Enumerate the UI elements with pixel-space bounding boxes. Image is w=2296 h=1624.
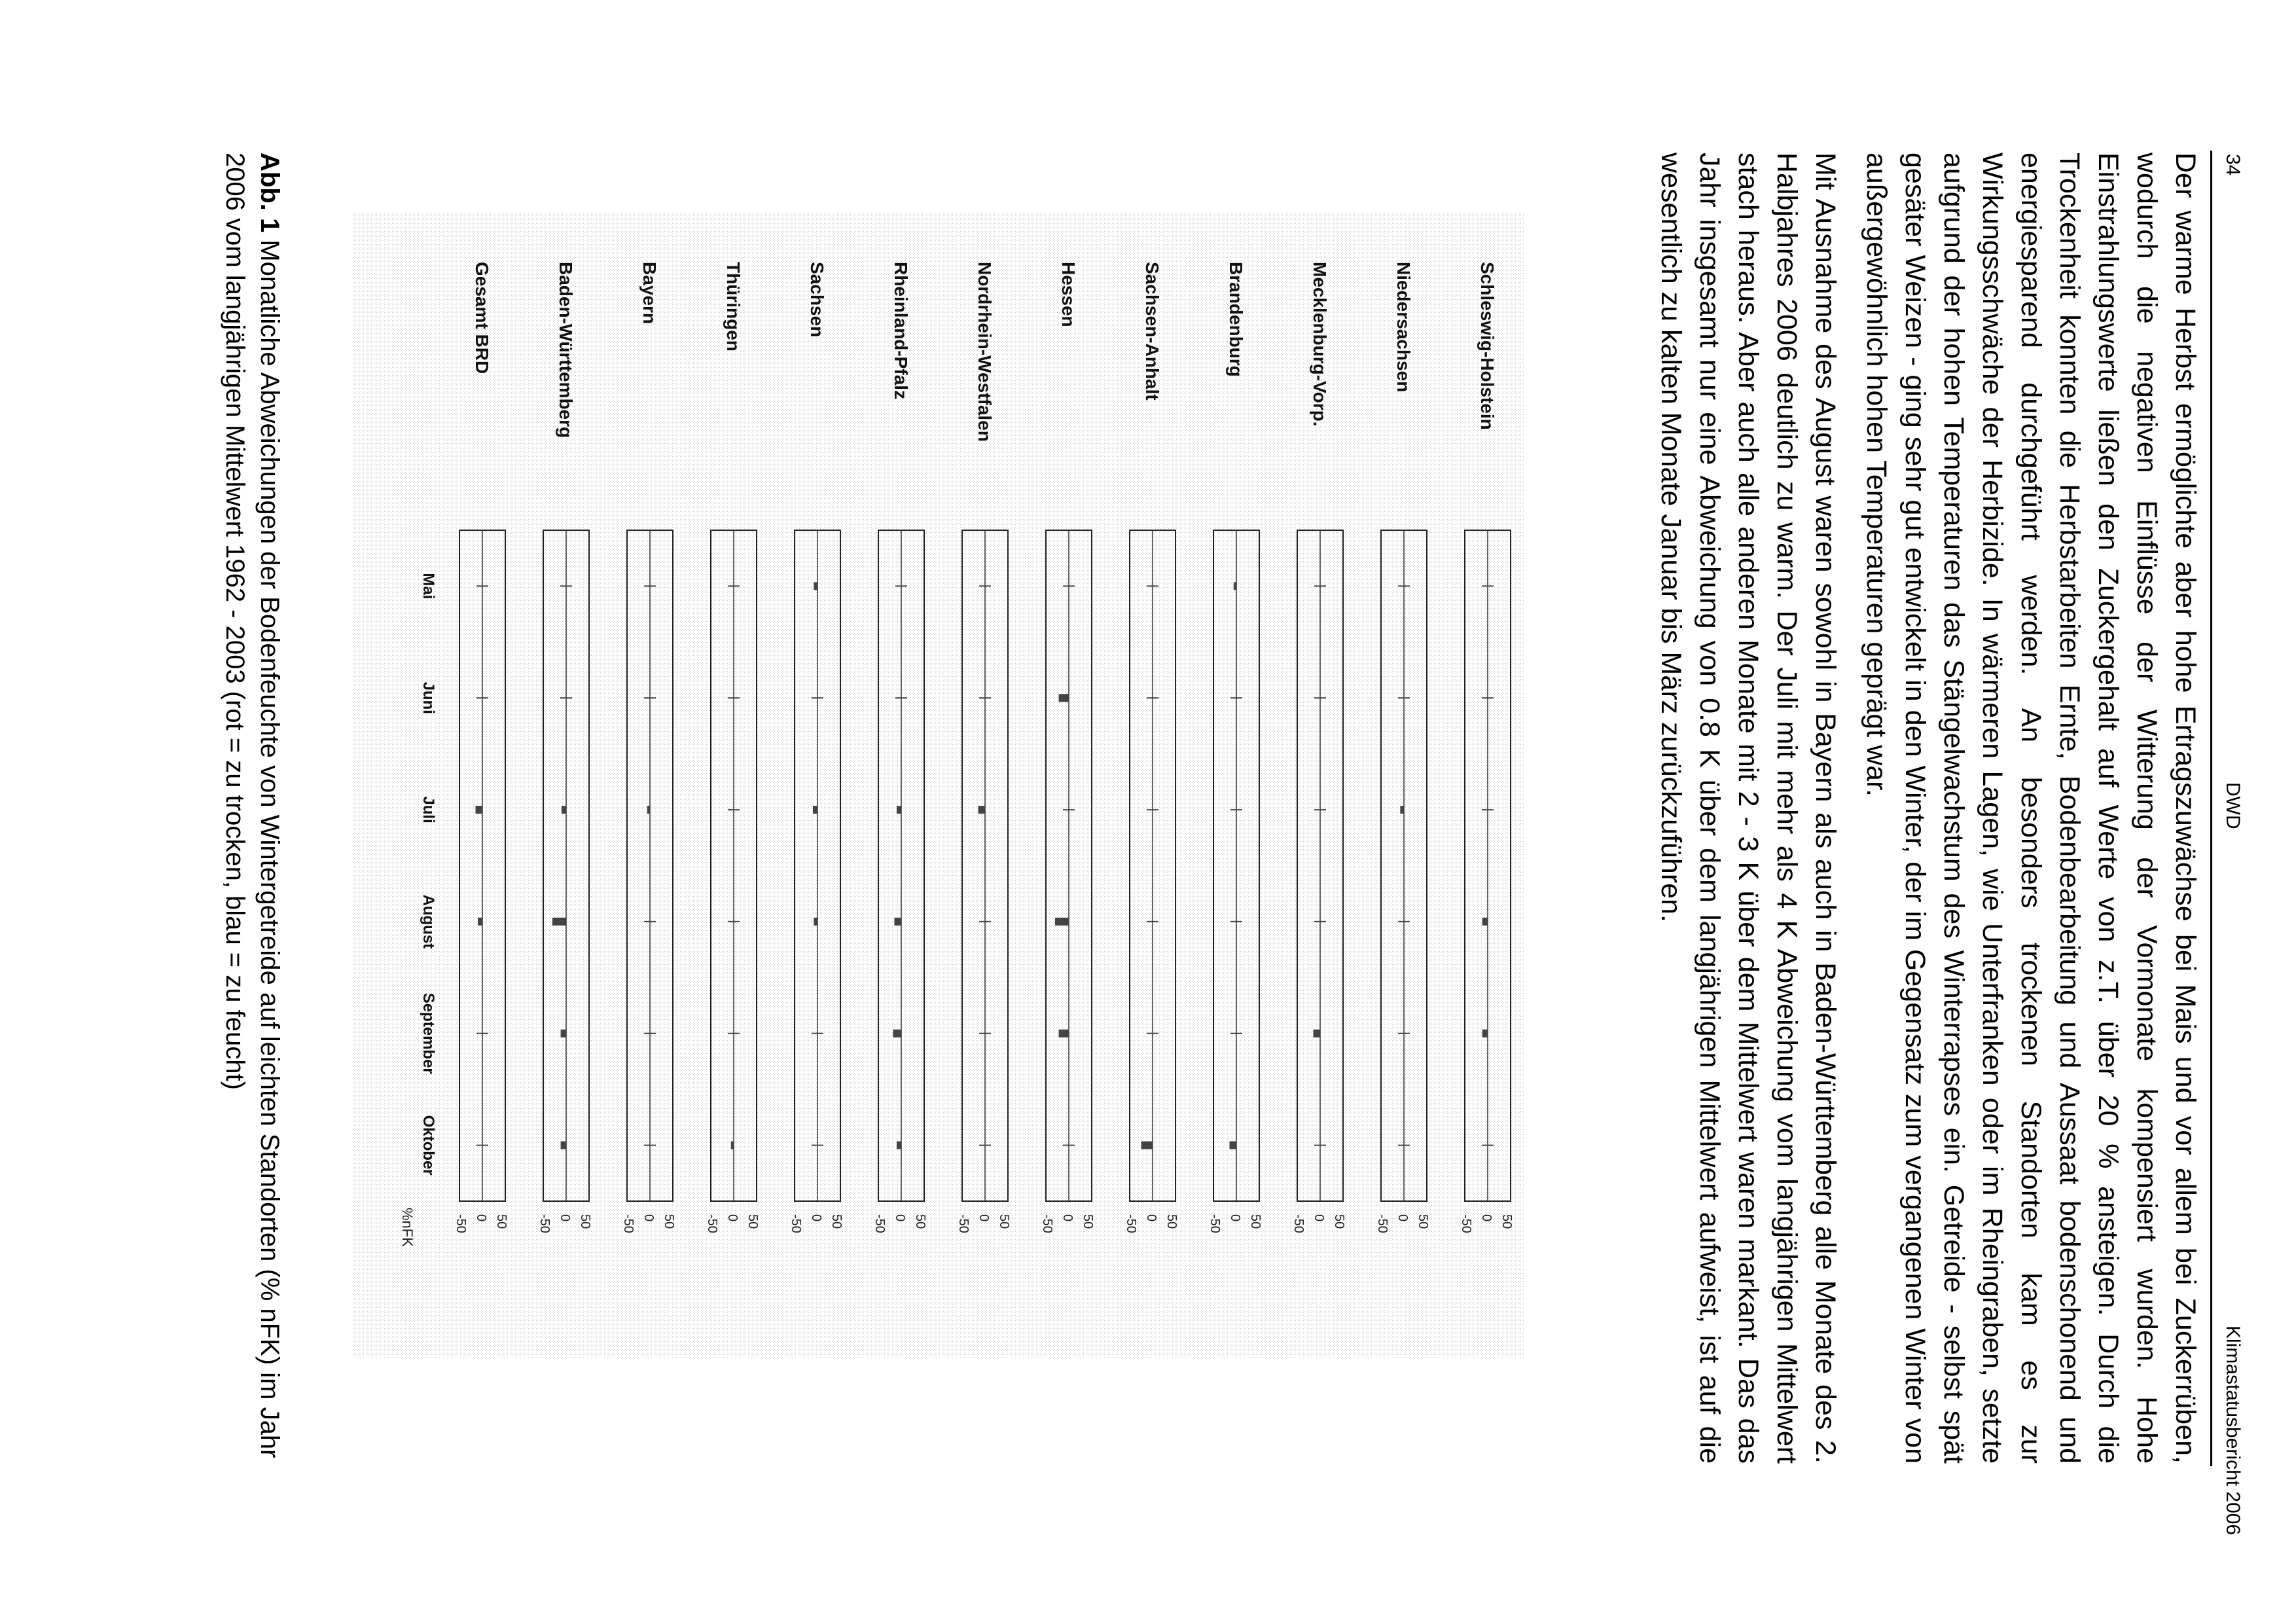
state-label: Schleswig-Holstein <box>1477 262 1498 430</box>
caption-text: Monatliche Abweichungen der Bodenfeuchte von Wintergetreide auf leichten Standorten (% nFK) im Jahr 2006 vom langjährigen Mittelwert 1962 - 2003 (rot = zu trocken, blau = zu feucht) <box>221 153 284 1458</box>
axis-tick-label: -50 <box>1291 1214 1306 1233</box>
axis-tick-label: 0 <box>977 1214 991 1222</box>
axis-tick-label: -50 <box>872 1214 887 1233</box>
figure-caption <box>217 153 287 1468</box>
axis-tick-label: -50 <box>1208 1214 1222 1233</box>
bar <box>897 806 901 814</box>
axis-tick-label: -50 <box>705 1214 719 1233</box>
axis-tick-label: 0 <box>1228 1214 1242 1222</box>
chart-svg <box>352 213 1524 1358</box>
state-label: Sachsen-Anhalt <box>1142 262 1162 401</box>
axis-tick-label: 0 <box>809 1214 823 1222</box>
state-label: Sachsen <box>807 262 827 338</box>
state-label: Niedersachsen <box>1393 262 1414 393</box>
axis-tick-label: -50 <box>621 1214 636 1233</box>
axis-tick-label: 50 <box>1499 1214 1514 1229</box>
axis-tick-label: 0 <box>725 1214 740 1222</box>
axis-tick-label: 0 <box>1479 1214 1494 1222</box>
axis-tick-label: 50 <box>997 1214 1011 1229</box>
soil-moisture-chart <box>352 213 1524 1358</box>
state-label: Thüringen <box>723 262 744 352</box>
bar <box>1141 1142 1153 1149</box>
bar <box>1055 918 1069 926</box>
paragraph-2: Mit Ausnahme des August waren sowohl in Bayern als auch in Baden-Württemberg alle Monate des 2. Halbjahres 2006 deutlich zu warm. Der Juli mit mehr als 4 K Abweichung vom langjährigen Mittelwert stach heraus. Aber auch alle anderen Monate mit 2 - 3 K über dem Mittelwert waren markant. Das das Jahr insgesamt nur eine Abweichung von 0.8 K über dem langjährigen Mittelwert aufweist, ist auf die wesentlich zu kalten Monate Januar bis März zurückzuführen. <box>1655 153 1841 1464</box>
bar <box>1314 1030 1321 1038</box>
axis-tick-label: -50 <box>454 1214 468 1233</box>
axis-tick-label: 50 <box>1164 1214 1179 1229</box>
axis-tick-label: 0 <box>1144 1214 1158 1222</box>
axis-tick-label: -50 <box>537 1214 552 1233</box>
axis-tick-label: 0 <box>641 1214 656 1222</box>
axis-tick-label: 50 <box>913 1214 927 1229</box>
page-number: 34 <box>2222 154 2244 176</box>
header-report-title: Klimastatusbericht 2006 <box>2222 1326 2244 1536</box>
bar <box>1482 1030 1488 1038</box>
axis-tick-label: -50 <box>956 1214 971 1233</box>
axis-tick-label: 0 <box>1395 1214 1410 1222</box>
axis-tick-label: 0 <box>893 1214 907 1222</box>
axis-tick-label: -50 <box>1375 1214 1390 1233</box>
bar <box>1400 806 1404 814</box>
bar <box>1482 918 1488 926</box>
axis-tick-label: -50 <box>1124 1214 1138 1233</box>
month-label: Juni <box>420 681 437 714</box>
axis-tick-label: 0 <box>1312 1214 1326 1222</box>
bar <box>561 1142 566 1149</box>
axis-tick-label: -50 <box>789 1214 803 1233</box>
bar <box>1059 1030 1069 1038</box>
header-publisher: DWD <box>2222 782 2244 829</box>
bar <box>814 582 817 590</box>
state-label: Brandenburg <box>1226 262 1246 377</box>
axis-tick-label: 50 <box>494 1214 509 1229</box>
caption-label: Abb. 1 <box>255 153 284 233</box>
state-label: Gesamt BRD <box>472 262 492 374</box>
unit-label: %nFK <box>399 1208 416 1247</box>
bar <box>897 1142 901 1149</box>
month-label: Oktober <box>420 1115 437 1176</box>
month-label: September <box>420 992 437 1074</box>
month-label: Mai <box>420 573 437 600</box>
header-rule <box>2210 151 2212 1466</box>
bar <box>978 806 986 814</box>
chart-background <box>352 213 1524 1358</box>
state-label: Hessen <box>1058 262 1079 327</box>
axis-tick-label: 0 <box>474 1214 488 1222</box>
state-label: Nordrhein-Westfalen <box>975 262 995 442</box>
bar <box>1059 694 1069 702</box>
bar <box>731 1142 734 1149</box>
axis-tick-label: 50 <box>1248 1214 1263 1229</box>
bar <box>647 806 650 814</box>
axis-tick-label: -50 <box>1040 1214 1054 1233</box>
state-label: Mecklenburg-Vorp. <box>1310 262 1330 427</box>
axis-tick-label: 50 <box>829 1214 844 1229</box>
axis-tick-label: 50 <box>1332 1214 1346 1229</box>
bar <box>552 918 566 926</box>
bar <box>478 918 482 926</box>
state-label: Baden-Württemberg <box>556 262 576 439</box>
bar <box>1230 1142 1237 1149</box>
axis-tick-label: -50 <box>1459 1214 1473 1233</box>
axis-tick-label: 0 <box>1060 1214 1075 1222</box>
state-label: Rheinland-Pfalz <box>891 262 911 400</box>
bar <box>561 1030 566 1038</box>
axis-tick-label: 50 <box>1416 1214 1430 1229</box>
bar <box>1234 582 1236 590</box>
paragraph-1: Der warme Herbst ermöglichte aber hohe Ertragszuwächse bei Mais und vor allem bei Zuckerrüben, wodurch die negativen Einflüsse der Witterung der Vormonate kompensiert wurden. Hohe Einstrahlungswerte ließen den Zuckergehalt auf Werte von z.T. über 20 % ansteigen. Durch die Trockenheit konnten die Herbstarbeiten Ernte, Bodenbearbeitung und Aussaat bodenschonend und energiesparend durchgeführt werden. An besonders trockenen Standorten kam es zur Wirkungsschwäche der Herbizide. In wärmeren Lagen, wie Unterfranken oder im Rheingraben, setzte aufgrund der hohen Temperaturen das Stängelwachstum des Winterrapses ein. Getreide - selbst spät gesäter Weizen - ging sehr gut entwickelt in den Winter, der im Gegensatz zum vergangenen Winter von außergewöhnlich hohen Temperaturen geprägt war. <box>1861 153 2201 1464</box>
bar <box>813 806 817 814</box>
axis-tick-label: 0 <box>558 1214 572 1222</box>
bar <box>562 806 566 814</box>
axis-tick-label: 50 <box>745 1214 760 1229</box>
axis-tick-label: 50 <box>662 1214 676 1229</box>
month-label: August <box>420 894 437 949</box>
state-label: Bayern <box>639 262 660 324</box>
bar <box>814 918 817 926</box>
axis-tick-label: 50 <box>578 1214 592 1229</box>
bar <box>893 1030 901 1038</box>
bar <box>895 918 902 926</box>
bar <box>476 806 483 814</box>
axis-tick-label: 50 <box>1081 1214 1095 1229</box>
month-label: Juli <box>420 796 437 823</box>
